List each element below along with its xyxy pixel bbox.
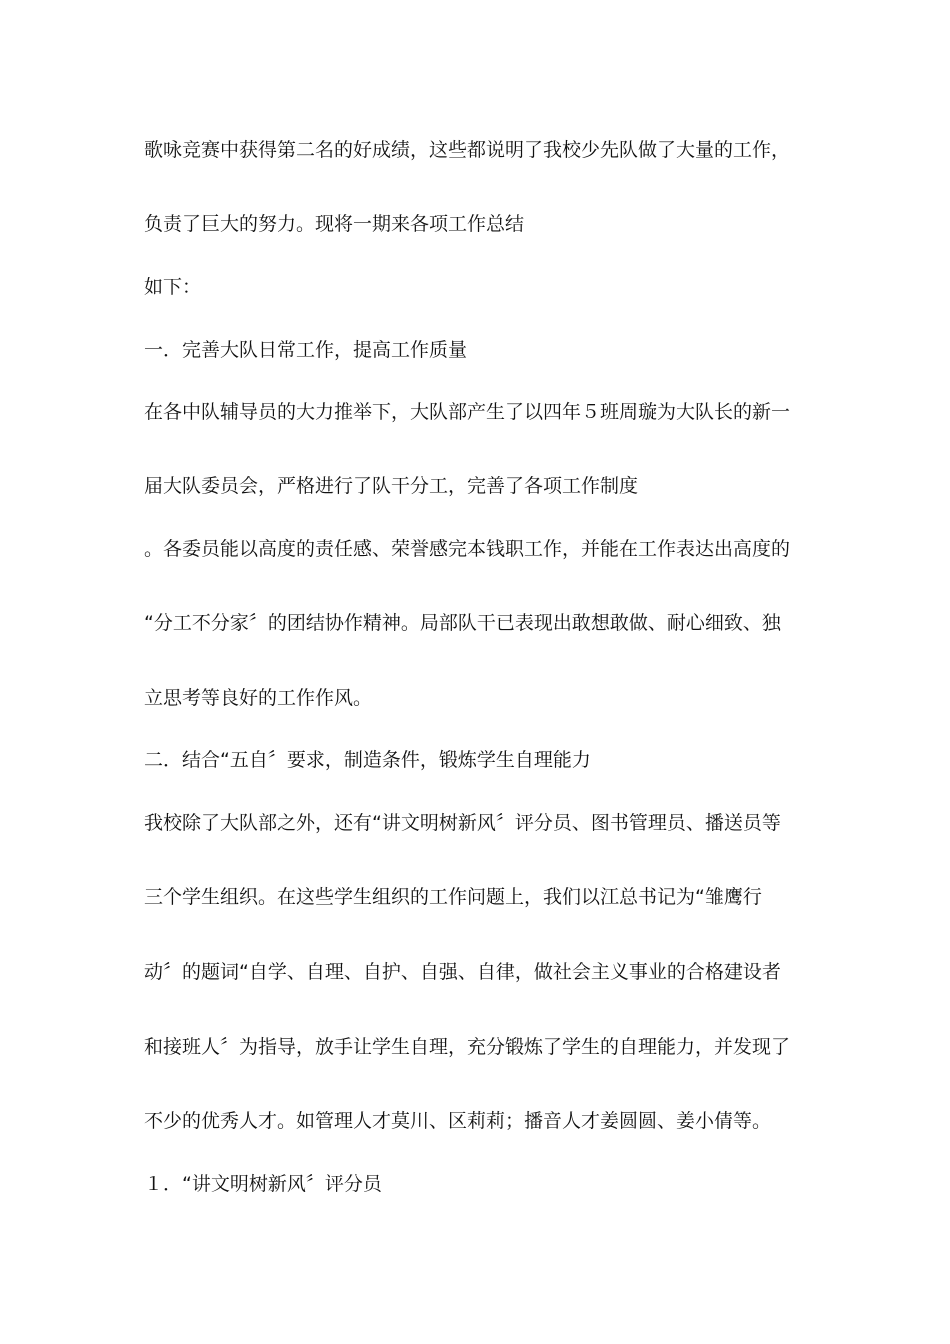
paragraph-line: 。各委员能以高度的责任感、荣誉感完本钱职工作，并能在工作表达出高度的 — [144, 538, 791, 560]
paragraph-line: 我校除了大队部之外，还有“讲文明树新风〞评分员、图书管理员、播送员等 — [144, 812, 781, 834]
paragraph-line: 如下： — [144, 276, 202, 298]
paragraph-line: 立思考等良好的工作作风。 — [144, 687, 373, 709]
paragraph-line: 届大队委员会，严格进行了队干分工，完善了各项工作制度 — [144, 475, 639, 497]
paragraph-line: 在各中队辅导员的大力推举下，大队部产生了以四年５班周璇为大队长的新一 — [144, 401, 791, 423]
subsection-heading: １．“讲文明树新风〞评分员 — [144, 1173, 382, 1195]
paragraph-line: 三个学生组织。在这些学生组织的工作问题上，我们以江总书记为“雏鹰行 — [144, 886, 762, 908]
paragraph-line: 负责了巨大的努力。现将一期来各项工作总结 — [144, 213, 525, 235]
section-heading: 二．结合“五自〞要求，制造条件，锻炼学生自理能力 — [144, 749, 591, 771]
paragraph-line: 不少的优秀人才。如管理人才莫川、区莉莉；播音人才姜圆圆、姜小倩等。 — [144, 1110, 772, 1132]
section-heading: 一．完善大队日常工作，提高工作质量 — [144, 339, 468, 361]
paragraph-line: 歌咏竞赛中获得第二名的好成绩，这些都说明了我校少先队做了大量的工作， — [144, 139, 791, 161]
paragraph-line: 和接班人〞为指导，放手让学生自理，充分锻炼了学生的自理能力，并发现了 — [144, 1036, 791, 1058]
paragraph-line: 动〞的题词“自学、自理、自护、自强、自律，做社会主义事业的合格建设者 — [144, 961, 781, 983]
paragraph-line: “分工不分家〞的团结协作精神。局部队干已表现出敢想敢做、耐心细致、独 — [144, 612, 781, 634]
